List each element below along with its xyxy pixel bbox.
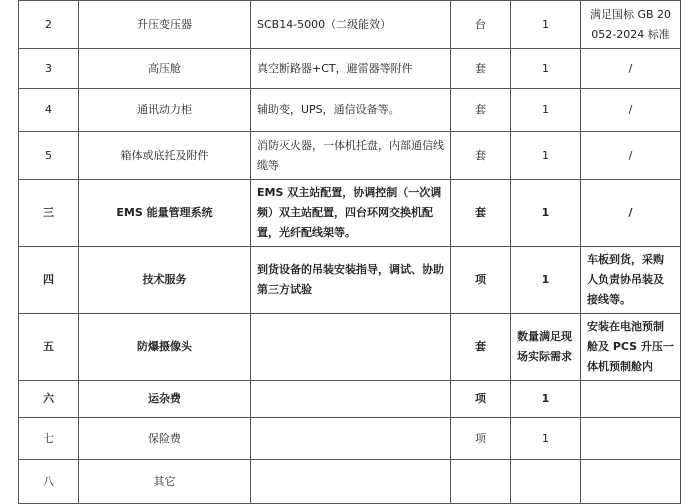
item-note: 安装在电池预制舱及 PCS 升压一体机预制舱内: [581, 314, 681, 381]
table-row: [19, 314, 681, 381]
item-qty: 数量满足现场实际需求: [511, 314, 581, 381]
item-spec: [251, 381, 451, 418]
item-unit: 套: [451, 89, 511, 132]
item-note: /: [581, 49, 681, 89]
item-name: EMS 能量管理系统: [79, 180, 251, 247]
item-qty: 1: [511, 132, 581, 180]
item-qty: 1: [511, 247, 581, 314]
table-row: [19, 49, 681, 89]
item-note: /: [581, 89, 681, 132]
row-number: 七: [19, 418, 79, 460]
item-name: 防爆摄像头: [79, 314, 251, 381]
table-row: [19, 132, 681, 180]
item-name: 箱体或底托及附件: [79, 132, 251, 180]
item-qty: 1: [511, 418, 581, 460]
item-unit: [451, 460, 511, 504]
item-name: 通讯动力柜: [79, 89, 251, 132]
item-name: 技术服务: [79, 247, 251, 314]
item-spec: [251, 460, 451, 504]
item-unit: 台: [451, 1, 511, 49]
table-row: [19, 180, 681, 247]
item-qty: 1: [511, 1, 581, 49]
item-note: /: [581, 180, 681, 247]
item-name: 高压舱: [79, 49, 251, 89]
item-spec: 真空断路器+CT，避雷器等附件: [251, 49, 451, 89]
item-unit: 项: [451, 418, 511, 460]
item-note: [581, 418, 681, 460]
item-spec: 到货设备的吊装安装指导，调试、协助第三方试验: [251, 247, 451, 314]
item-qty: 1: [511, 180, 581, 247]
row-number: 三: [19, 180, 79, 247]
item-unit: 套: [451, 180, 511, 247]
item-unit: 项: [451, 247, 511, 314]
item-note: 车板到货，采购人负责协吊装及接线等。: [581, 247, 681, 314]
table-body: [19, 1, 681, 504]
table-row: [19, 381, 681, 418]
table-row: [19, 418, 681, 460]
item-qty: 1: [511, 381, 581, 418]
item-note: 满足国标 GB 20052-2024 标准: [581, 1, 681, 49]
table-row: [19, 247, 681, 314]
item-unit: 项: [451, 381, 511, 418]
item-note: [581, 460, 681, 504]
item-qty: 1: [511, 89, 581, 132]
item-qty: 1: [511, 49, 581, 89]
item-spec: [251, 418, 451, 460]
item-spec: EMS 双主站配置，协调控制（一次调频）双主站配置，四台环网交换机配置，光纤配线架等。: [251, 180, 451, 247]
item-name: 保险费: [79, 418, 251, 460]
table-row: [19, 1, 681, 49]
item-unit: 套: [451, 314, 511, 381]
item-name: 其它: [79, 460, 251, 504]
item-spec: 消防灭火器，一体机托盘，内部通信线缆等: [251, 132, 451, 180]
row-number: 2: [19, 1, 79, 49]
item-unit: 套: [451, 49, 511, 89]
row-number: 六: [19, 381, 79, 418]
item-unit: 套: [451, 132, 511, 180]
item-note: [581, 381, 681, 418]
row-number: 四: [19, 247, 79, 314]
item-note: /: [581, 132, 681, 180]
item-spec: 辅助变，UPS，通信设备等。: [251, 89, 451, 132]
item-name: 升压变压器: [79, 1, 251, 49]
row-number: 八: [19, 460, 79, 504]
item-name: 运杂费: [79, 381, 251, 418]
table-row: [19, 89, 681, 132]
row-number: 5: [19, 132, 79, 180]
item-spec: [251, 314, 451, 381]
table-row: [19, 460, 681, 504]
item-qty: [511, 460, 581, 504]
equipment-table: [18, 0, 681, 504]
row-number: 3: [19, 49, 79, 89]
row-number: 五: [19, 314, 79, 381]
row-number: 4: [19, 89, 79, 132]
item-spec: SCB14-5000（二级能效）: [251, 1, 451, 49]
